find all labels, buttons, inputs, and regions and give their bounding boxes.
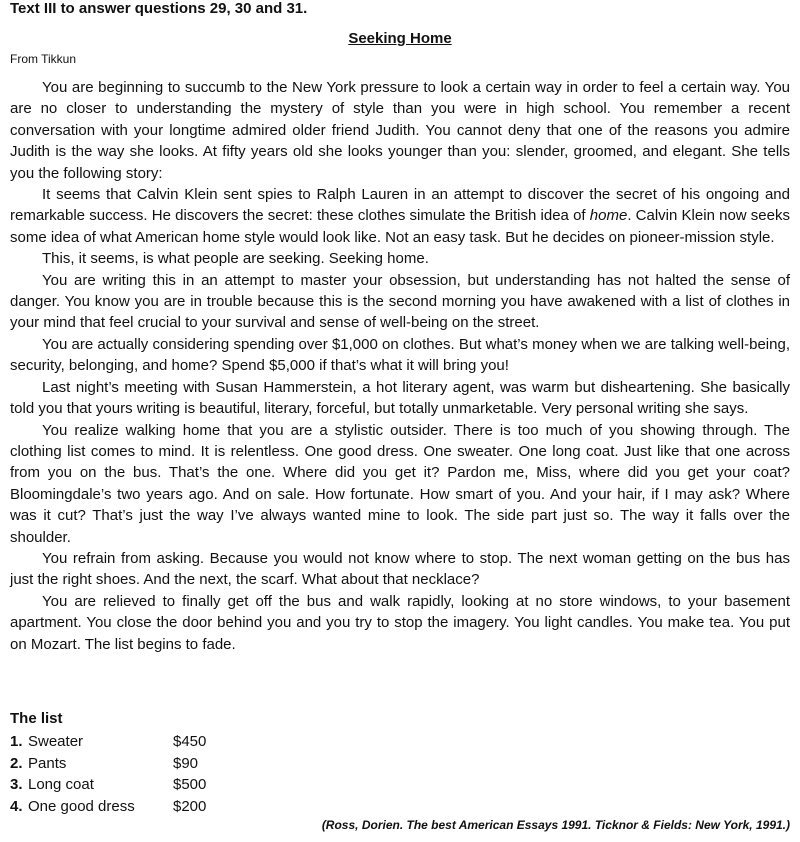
paragraph: You realize walking home that you are a stylistic outsider. There is too much of you showing through. The clothing list comes to mind. It is relentless. One good dress. One sweater. One long coat. Just like that one across from you on the bus. That’s the one. Where did you get it? Pardon me, Miss, where did you get your coat? Bloomingdale’s two years ago. And on sale. How fortunate. How smart of you. And your hair, if I may ask? Where was it cut? That’s just the way I’ve always wanted mine to look. The side part just so. The way it falls over the shoulder.	[10, 421, 790, 546]
list-item	[10, 774, 233, 796]
list-item-price: $90	[173, 754, 199, 772]
paragraph-story	[10, 184, 790, 248]
list-item-price: $200	[173, 797, 207, 815]
source-line: From Tikkun	[10, 52, 77, 66]
list-item-number: 4.	[10, 797, 23, 815]
list-item-name: Sweater	[28, 733, 84, 750]
essay-title: Seeking Home	[348, 30, 452, 47]
list-item-number: 2.	[10, 754, 23, 772]
paragraph: Last night’s meeting with Susan Hammerstein, a hot literary agent, was warm but disheartening. She basically told you that yours writing is beautiful, literary, forceful, but totally unmarketable. Very personal writing she says.	[10, 378, 790, 418]
list-item-number: 1.	[10, 733, 23, 750]
list-item	[10, 731, 233, 753]
essay-body	[10, 77, 790, 655]
list-item-number: 3.	[10, 776, 23, 793]
story-text-before: It seems that Calvin Klein sent spies to Ralph Lauren in an attempt to discover the secret of his ongoing and remarkable success. He discovers the secret: these clothes simulate the British idea of	[10, 186, 790, 225]
paragraph: This, it seems, is what people are seeking. Seeking home.	[42, 250, 429, 268]
story-emphasis: home	[589, 207, 628, 225]
list-item-name: Long coat	[28, 776, 94, 793]
citation: (Ross, Dorien. The best American Essays 1991. Ticknor & Fields: New York, 1991.)	[321, 818, 790, 832]
clothing-list	[10, 731, 233, 817]
list-item-price: $450	[173, 733, 207, 750]
list-title: The list	[10, 710, 63, 727]
paragraph: You are beginning to succumb to the New York pressure to look a certain way in order to feel a certain way. You are no closer to understanding the mystery of style than you were in high school. You remember a recent conversation with your longtime admired older friend Judith. You cannot deny that one of the reasons you admire Judith is the way she looks. At fifty years old she looks younger than you: slender, groomed, and elegant. She tells you the following story:	[10, 79, 790, 182]
story-text-after: . Calvin Klein now seeks some idea of what American home style would look like. Not an easy task. But he decides on pioneer-mission style.	[10, 207, 790, 246]
paragraph: You refrain from asking. Because you would not know where to stop. The next woman getting on the bus has just the right shoes. And the next, the scarf. What about that necklace?	[10, 549, 790, 589]
section-heading: Text III to answer questions 29, 30 and 31.	[10, 0, 308, 17]
list-item	[10, 796, 233, 818]
list-item-name: One good dress	[28, 797, 135, 815]
list-item-name: Pants	[28, 754, 67, 772]
paragraph: You are writing this in an attempt to master your obsession, but understanding has not halted the sense of danger. You know you are in trouble because this is the second morning you have awakened with a list of clothes in your mind that feel crucial to your survival and sense of well-being on the street.	[10, 271, 790, 332]
list-item-price: $500	[173, 776, 207, 793]
paragraph: You are relieved to finally get off the bus and walk rapidly, looking at no store windows, to your basement apartment. You close the door behind you and you try to stop the imagery. You light candles. You make tea. You put on Mozart. The list begins to fade.	[10, 592, 790, 653]
paragraph: You are actually considering spending over $1,000 on clothes. But what’s money when we are talking well-being, security, belonging, and home? Spend $5,000 if that’s what it will bring you!	[10, 335, 790, 375]
list-item	[10, 753, 233, 775]
